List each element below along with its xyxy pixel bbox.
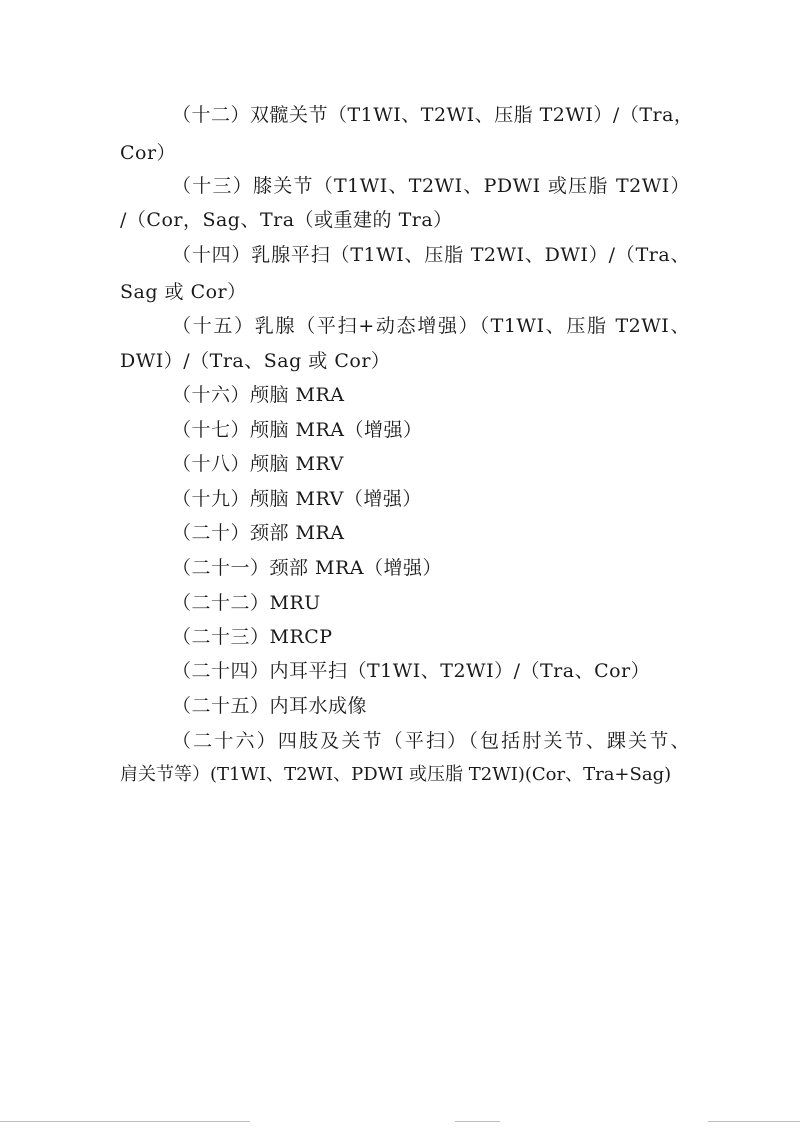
item-16: （十六）颅脑 MRA bbox=[172, 384, 345, 406]
item-17: （十七）颅脑 MRA（增强） bbox=[172, 419, 423, 441]
item-14-line-2: Sag 或 Cor） bbox=[120, 281, 247, 303]
item-20: （二十）颈部 MRA bbox=[172, 522, 345, 544]
item-18: （十八）颅脑 MRV bbox=[172, 453, 344, 475]
item-21: （二十一）颈部 MRA（增强） bbox=[172, 557, 443, 579]
item-22: （二十二）MRU bbox=[172, 592, 321, 614]
item-12-line-2: Cor） bbox=[120, 142, 177, 164]
item-19: （十九）颅脑 MRV（增强） bbox=[172, 488, 422, 510]
item-26-line-1: （二十六）四肢及关节（平扫）（包括肘关节、踝关节、 bbox=[172, 730, 690, 752]
item-25: （二十五）内耳水成像 bbox=[172, 695, 368, 717]
item-12-line-1: （十二）双髋关节（T1WI、T2WI、压脂 T2WI）/（Tra， bbox=[172, 104, 694, 126]
footer-scan-rule-left bbox=[0, 1121, 250, 1122]
item-13-line-2: /（Cor，Sag、Tra（或重建的 Tra） bbox=[120, 209, 453, 231]
item-15-line-1: （十五）乳腺（平扫+动态增强）（T1WI、压脂 T2WI、 bbox=[172, 315, 690, 337]
item-15-line-2: DWI）/（Tra、Sag 或 Cor） bbox=[120, 350, 391, 372]
item-14-line-1: （十四）乳腺平扫（T1WI、压脂 T2WI、DWI）/（Tra、 bbox=[172, 244, 690, 266]
footer-scan-rule-mid bbox=[455, 1121, 500, 1122]
item-13-line-1: （十三）膝关节（T1WI、T2WI、PDWI 或压脂 T2WI） bbox=[172, 175, 690, 197]
footer-scan-rule-right bbox=[708, 1121, 800, 1122]
item-24: （二十四）内耳平扫（T1WI、T2WI）/（Tra、Cor） bbox=[172, 660, 651, 682]
item-26-line-2: 肩关节等）(T1WI、T2WI、PDWI 或压脂 T2WI)(Cor、Tra+Sag) bbox=[120, 764, 672, 785]
item-23: （二十三）MRCP bbox=[172, 626, 333, 648]
